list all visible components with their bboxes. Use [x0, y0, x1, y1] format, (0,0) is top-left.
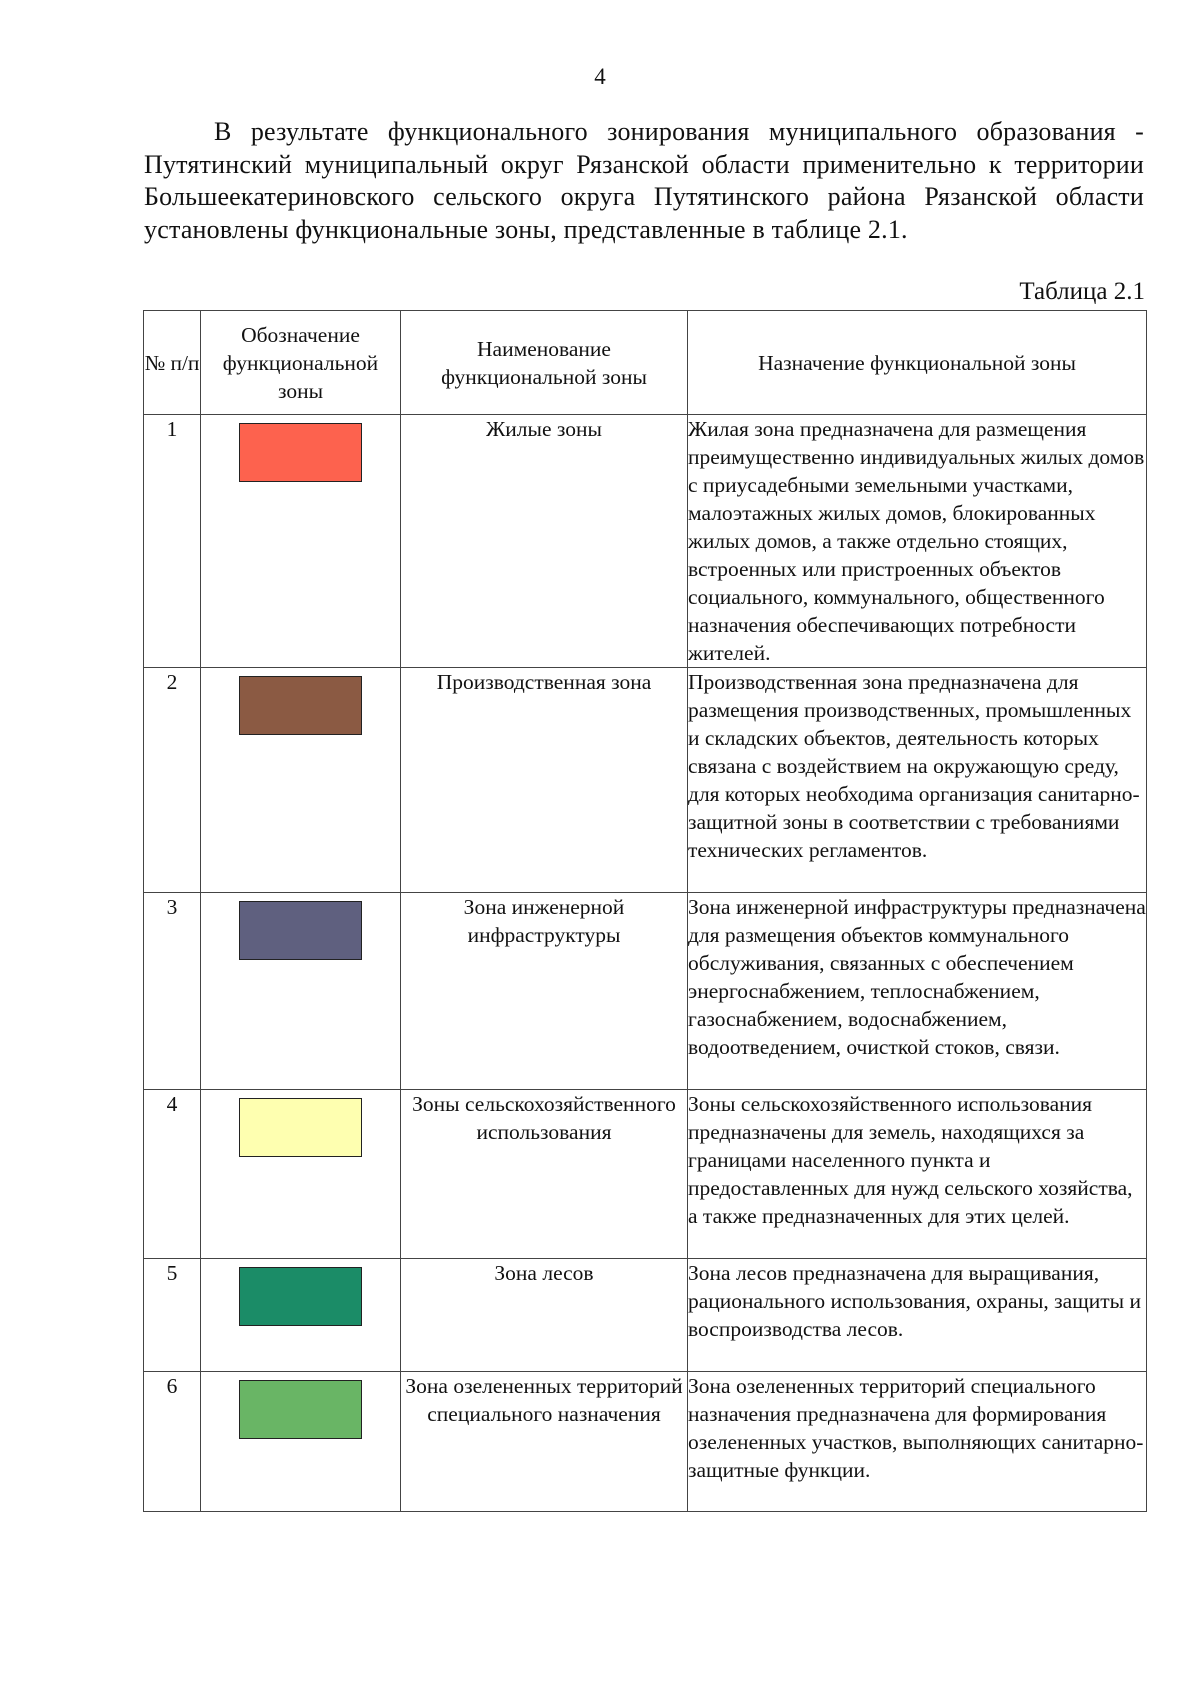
table-header-row	[144, 311, 1147, 415]
row-number: 6	[144, 1372, 201, 1512]
row-number: 5	[144, 1259, 201, 1372]
zone-color-swatch	[239, 423, 362, 482]
zone-purpose: Производственная зона предназначена для размещения производственных, промышленных и складских объектов, деятельность которых связана с воздействием на окружающую среду, для которых необходима организация санитарно-защитной зоны в соответствии с требованиями технических регламентов.	[688, 668, 1147, 893]
table-row	[144, 1372, 1147, 1512]
zone-symbol-cell	[201, 668, 401, 893]
zone-purpose: Жилая зона предназначена для размещения преимущественно индивидуальных жилых домов с приусадебными земельными участками, малоэтажных жилых домов, блокированных жилых домов, а также отдельно стоящих, встроенных или пристроенных объектов социального, коммунального, общественного назначения обеспечивающих потребности жителей.	[688, 415, 1147, 668]
table-row	[144, 1090, 1147, 1259]
zone-purpose: Зона лесов предназначена для выращивания, рационального использования, охраны, защиты и воспроизводства лесов.	[688, 1259, 1147, 1372]
zone-name: Зона лесов	[401, 1259, 688, 1372]
row-number: 1	[144, 415, 201, 668]
row-number: 3	[144, 893, 201, 1090]
zone-purpose: Зона инженерной инфраструктуры предназначена для размещения объектов коммунального обслуживания, связанных с обеспечением энергоснабжением, теплоснабжением, газоснабжением, водоснабжением, водоотведением, очисткой стоков, связи.	[688, 893, 1147, 1090]
zone-symbol-cell	[201, 1259, 401, 1372]
table-row	[144, 1259, 1147, 1372]
zone-name: Зоны сельскохозяйственного использования	[401, 1090, 688, 1259]
header-purpose: Назначение функциональной зоны	[688, 311, 1147, 415]
row-number: 4	[144, 1090, 201, 1259]
zone-name: Зона озелененных территорий специального назначения	[401, 1372, 688, 1512]
zone-purpose: Зона озелененных территорий специального назначения предназначена для формирования озелененных участков, выполняющих санитарно-защитные функции.	[688, 1372, 1147, 1512]
page-number: 4	[594, 64, 606, 89]
zone-color-swatch	[239, 676, 362, 735]
intro-text: В результате функционального зонирования муниципального образования - Путятинский муниципальный округ Рязанской области применительно к территории Большеекатериновского сельского округа Путятинского района Рязанской области установлены функциональные зоны, представленные в таблице 2.1.	[144, 117, 1144, 244]
zone-symbol-cell	[201, 1090, 401, 1259]
header-symbol: Обозначение функциональной зоны	[201, 311, 401, 415]
zone-color-swatch	[239, 1380, 362, 1439]
zone-color-swatch	[239, 1098, 362, 1157]
header-num: № п/п	[144, 311, 201, 415]
zone-name: Жилые зоны	[401, 415, 688, 668]
zone-purpose: Зоны сельскохозяйственного использования предназначены для земель, находящихся за границами населенного пункта и предоставленных для нужд сельского хозяйства, а также предназначенных для этих целей.	[688, 1090, 1147, 1259]
intro-paragraph	[144, 116, 1144, 246]
row-number: 2	[144, 668, 201, 893]
zone-name: Производственная зона	[401, 668, 688, 893]
zone-color-swatch	[239, 901, 362, 960]
table-row	[144, 668, 1147, 893]
zone-symbol-cell	[201, 415, 401, 668]
header-name: Наименование функциональной зоны	[401, 311, 688, 415]
table-caption: Таблица 2.1	[1019, 278, 1145, 305]
table-row	[144, 893, 1147, 1090]
zone-color-swatch	[239, 1267, 362, 1326]
zone-symbol-cell	[201, 1372, 401, 1512]
zone-name: Зона инженерной инфраструктуры	[401, 893, 688, 1090]
functional-zones-table	[143, 310, 1147, 1512]
table-row	[144, 415, 1147, 668]
zone-symbol-cell	[201, 893, 401, 1090]
